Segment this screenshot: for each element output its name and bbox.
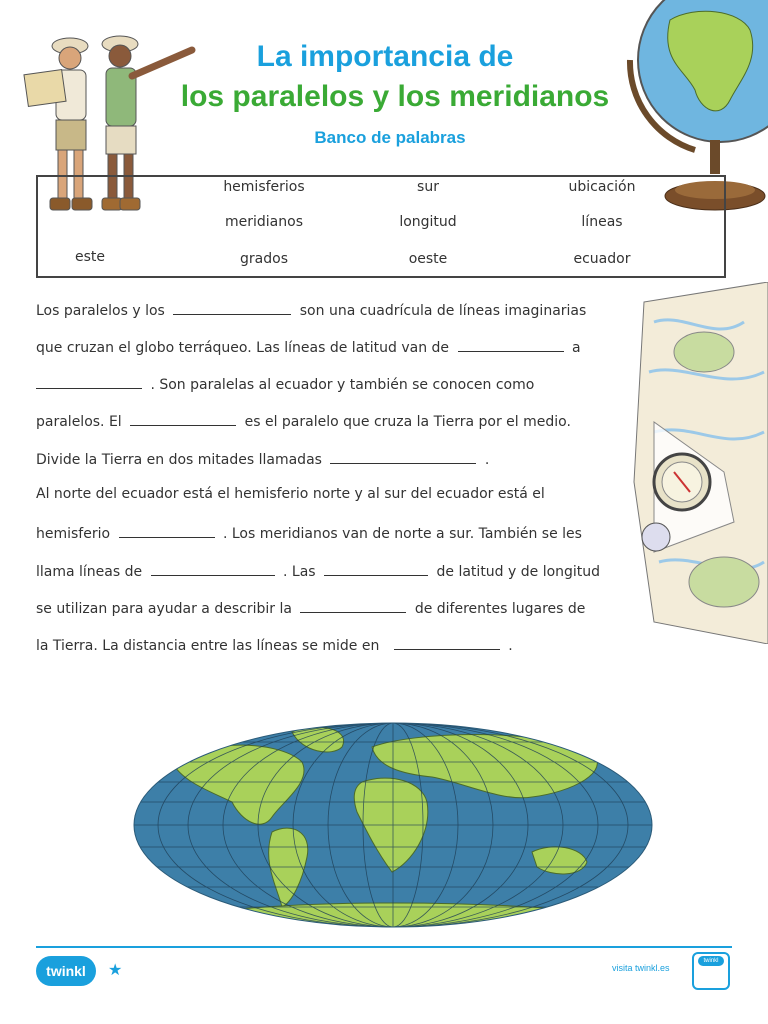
map-compass-illustration	[614, 282, 768, 644]
text-segment: que cruzan el globo terráqueo. Las líneas de latitud van de	[36, 340, 450, 356]
paragraph-line	[36, 523, 582, 542]
quality-badge	[692, 952, 730, 990]
page-title-line1: La importancia de	[256, 40, 514, 73]
text-segment: . Los meridianos van de norte a sur. También se les	[222, 526, 582, 542]
text-segment: son una cuadrícula de líneas imaginarias	[299, 303, 587, 319]
word-bank-item: ecuador	[573, 251, 631, 267]
text-segment: es el paralelo que cruza la Tierra por el medio.	[244, 414, 571, 430]
answer-blank[interactable]	[173, 300, 291, 315]
answer-blank[interactable]	[458, 337, 564, 352]
paragraph-line	[36, 449, 489, 468]
text-segment: . Son paralelas al ecuador y también se conocen como	[150, 377, 535, 393]
answer-blank[interactable]	[36, 374, 142, 389]
answer-blank[interactable]	[130, 411, 236, 426]
text-segment: .	[484, 452, 490, 468]
word-bank-item: grados	[240, 251, 288, 267]
paragraph-line	[36, 374, 534, 393]
paragraph-line	[36, 598, 585, 617]
paragraph-line	[36, 635, 513, 654]
text-segment: llama líneas de	[36, 564, 143, 580]
footer-divider	[36, 946, 732, 948]
word-bank-item: líneas	[581, 214, 623, 230]
text-segment: de diferentes lugares de	[414, 601, 586, 617]
answer-blank[interactable]	[119, 523, 215, 538]
answer-blank[interactable]	[394, 635, 500, 650]
word-bank-item: meridianos	[225, 214, 303, 230]
word-bank-item: sur	[417, 179, 439, 195]
text-segment: Al norte del ecuador está el hemisferio norte y al sur del ecuador está el	[36, 486, 545, 502]
paragraph-line	[36, 561, 600, 580]
text-segment: Los paralelos y los	[36, 303, 165, 319]
text-segment: paralelos. El	[36, 414, 122, 430]
text-segment: a	[571, 340, 581, 356]
paragraph-line	[36, 486, 545, 502]
page-title-line2: los paralelos y los meridianos	[180, 80, 610, 113]
word-bank-heading: Banco de palabras	[314, 128, 466, 147]
word-bank-item: longitud	[399, 214, 457, 230]
text-segment: la Tierra. La distancia entre las líneas se mide en	[36, 638, 380, 654]
answer-blank[interactable]	[300, 598, 406, 613]
answer-blank[interactable]	[151, 561, 275, 576]
word-bank-item: oeste	[408, 251, 448, 267]
word-bank-item: hemisferios	[223, 179, 305, 195]
paragraph-line	[36, 300, 586, 319]
text-segment: Divide la Tierra en dos mitades llamadas	[36, 452, 322, 468]
badge-label: twinkl	[698, 956, 724, 966]
word-bank-item: ubicación	[568, 179, 636, 195]
world-map-illustration	[132, 722, 654, 928]
text-segment: . Las	[283, 564, 316, 580]
paragraph-line	[36, 411, 571, 430]
answer-blank[interactable]	[324, 561, 428, 576]
text-segment: .	[508, 638, 513, 654]
twinkl-logo[interactable]: twinkl	[36, 956, 96, 986]
star-icon: ★	[108, 960, 123, 979]
text-segment: de latitud y de longitud	[436, 564, 601, 580]
paragraph-line	[36, 337, 581, 356]
answer-blank[interactable]	[330, 449, 476, 464]
word-bank-item: este	[74, 249, 105, 265]
text-segment: se utilizan para ayudar a describir la	[36, 601, 292, 617]
text-segment: hemisferio	[36, 526, 111, 542]
visit-link[interactable]: visita twinkl.es	[612, 963, 670, 973]
